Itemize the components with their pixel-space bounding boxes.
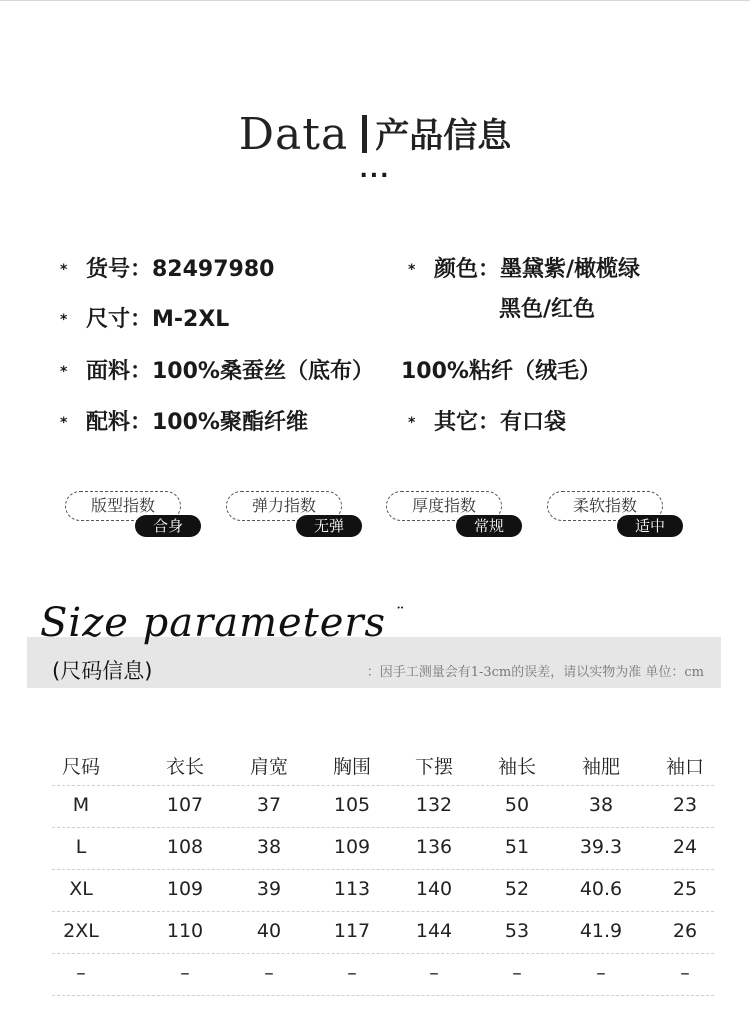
table-row	[40, 912, 720, 954]
info-other: * 其它：有口袋	[408, 410, 567, 435]
bullet-star-icon: *	[60, 312, 68, 328]
table-cell: 37	[256, 794, 282, 816]
table-row	[40, 786, 720, 828]
title-divider-bar	[362, 115, 367, 153]
table-header-row	[40, 748, 720, 786]
title-dots: ...	[359, 158, 391, 183]
table-header-cell: 袖口	[665, 756, 704, 778]
table-cell: 109	[166, 878, 204, 900]
index-badge-thickness	[386, 491, 526, 541]
table-cell: 113	[333, 878, 371, 900]
measurement-note: ：因手工测量会有1-3cm的误差，请以实物为准 单位：cm	[366, 665, 704, 680]
table-cell: 39.3	[579, 836, 623, 858]
table-cell: –	[264, 962, 274, 984]
table-cell: 107	[166, 794, 204, 816]
table-cell: 51	[504, 836, 530, 858]
table-cell: 38	[256, 836, 282, 858]
index-value: 适中	[617, 515, 683, 537]
table-header-cell: 衣长	[165, 756, 204, 778]
index-value: 合身	[135, 515, 201, 537]
table-cell: 24	[672, 836, 698, 858]
index-label: 厚度指数	[386, 491, 502, 521]
table-cell: 2XL	[63, 920, 99, 942]
table-cell: 105	[333, 794, 371, 816]
bullet-star-icon: *	[408, 415, 416, 431]
table-cell: 23	[672, 794, 698, 816]
table-header-cell: 袖肥	[581, 756, 620, 778]
table-cell: 50	[504, 794, 530, 816]
table-cell: 40.6	[579, 878, 623, 900]
size-parameters-title: Size parameters ¨	[40, 600, 405, 646]
table-cell: 38	[588, 794, 614, 816]
table-cell: 117	[333, 920, 371, 942]
index-value: 常规	[456, 515, 522, 537]
table-cell: 39	[256, 878, 282, 900]
table-cell: 26	[672, 920, 698, 942]
table-cell: –	[347, 962, 357, 984]
index-badge-fit	[65, 491, 205, 541]
table-row	[40, 954, 720, 996]
size-table	[40, 748, 720, 996]
bullet-star-icon: *	[408, 262, 416, 278]
table-cell: –	[680, 962, 690, 984]
table-cell: –	[76, 962, 86, 984]
title-ornament: ¨	[394, 604, 405, 625]
index-label: 弹力指数	[226, 491, 342, 521]
section-title	[0, 108, 750, 160]
table-header-cell: 下摆	[414, 756, 453, 778]
table-cell: 132	[415, 794, 453, 816]
table-cell: 40	[256, 920, 282, 942]
table-cell: 53	[504, 920, 530, 942]
bullet-star-icon: *	[60, 262, 68, 278]
index-value: 无弹	[296, 515, 362, 537]
table-header-cell: 尺码	[61, 756, 100, 778]
info-size: * 尺寸：M-2XL	[60, 307, 230, 332]
bullet-star-icon: *	[60, 364, 68, 380]
table-header-cell: 胸围	[332, 756, 371, 778]
table-cell: 108	[166, 836, 204, 858]
table-cell: 140	[415, 878, 453, 900]
table-row	[40, 870, 720, 912]
index-label: 柔软指数	[547, 491, 663, 521]
index-badge-softness	[547, 491, 687, 541]
table-cell: M	[72, 794, 90, 816]
size-subtitle: (尺码信息)	[52, 659, 153, 683]
table-cell: 41.9	[579, 920, 623, 942]
top-divider	[0, 0, 750, 1]
table-cell: –	[180, 962, 190, 984]
table-cell: 110	[166, 920, 204, 942]
info-fabric: * 面料：100%桑蚕丝（底布）	[60, 359, 374, 384]
table-header-cell: 肩宽	[249, 756, 288, 778]
table-cell: –	[596, 962, 606, 984]
index-badge-elasticity	[226, 491, 366, 541]
table-cell: –	[512, 962, 522, 984]
info-item-number: * 货号：82497980	[60, 257, 275, 282]
table-cell: 52	[504, 878, 530, 900]
table-cell: L	[75, 836, 87, 858]
table-cell: 144	[415, 920, 453, 942]
info-fabric-secondary: 100%粘纤（绒毛）	[401, 359, 601, 384]
title-english: Data	[238, 109, 349, 160]
row-divider	[52, 995, 714, 996]
index-label: 版型指数	[65, 491, 181, 521]
table-cell: –	[429, 962, 439, 984]
table-row	[40, 828, 720, 870]
table-cell: 109	[333, 836, 371, 858]
table-cell: XL	[69, 878, 93, 900]
info-lining: * 配料：100%聚酯纤维	[60, 410, 308, 435]
bullet-star-icon: *	[60, 415, 68, 431]
table-cell: 25	[672, 878, 698, 900]
table-cell: 136	[415, 836, 453, 858]
table-header-cell: 袖长	[497, 756, 536, 778]
info-color: * 颜色：墨黛紫/橄榄绿	[408, 257, 641, 282]
title-chinese: 产品信息	[375, 116, 512, 156]
info-color-line2: 黑色/红色	[499, 297, 596, 322]
